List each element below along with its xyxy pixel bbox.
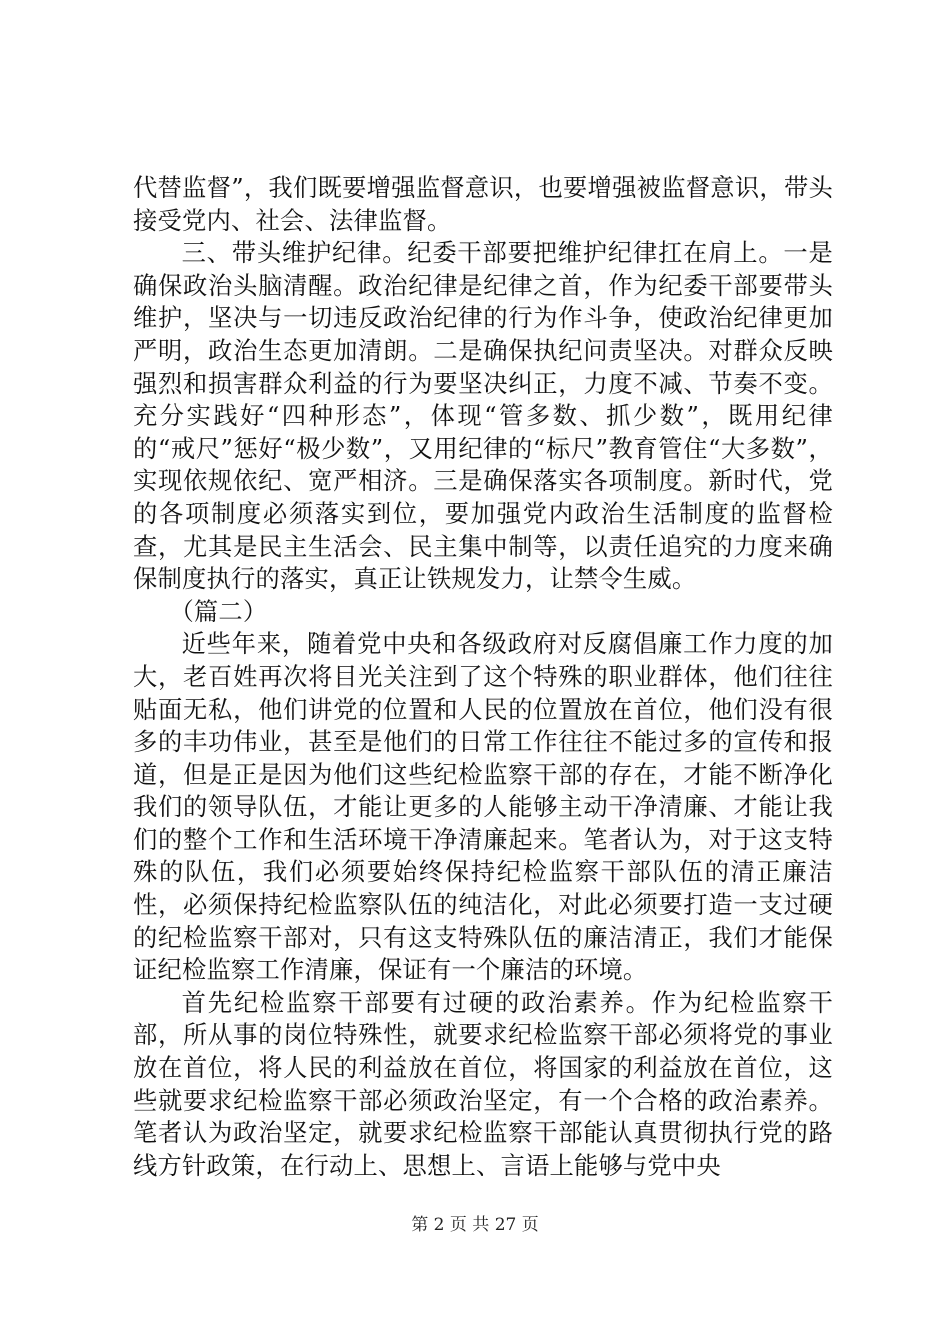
page-footer xyxy=(0,1214,950,1236)
paragraph-political-quality: 首先纪检监察干部要有过硬的政治素养。作为纪检监察干部，所从事的岗位特殊性，就要求纪检监察干部必须将党的事业放在首位，将人民的利益放在首位，将国家的利益放在首位，这些就要求纪检监察干部必须政治坚定，有一个合格的政治素养。笔者认为政治坚定，就要求纪检监察干部能认真贯彻执行党的路线方针政策，在行动上、思想上、言语上能够与党中央 xyxy=(133,987,833,1180)
document-body xyxy=(133,172,833,1182)
paragraph-section-three: 三、带头维护纪律。纪委干部要把维护纪律扛在肩上。一是确保政治头脑清醒。政治纪律是纪律之首，作为纪委干部要带头维护，坚决与一切违反政治纪律的行为作斗争，使政治纪律更加严明，政治生态更加清朗。二是确保执纪问责坚决。对群众反映强烈和损害群众利益的行为要坚决纠正，力度不减、节奏不变。充分实践好“四种形态”，体现“管多数、抓少数”，既用纪律的“戒尺”惩好“极少数”，又用纪律的“标尺”教育管住“大多数”，实现依规依纪、宽严相济。三是确保落实各项制度。新时代，党的各项制度必须落实到位，要加强党内政治生活制度的监督检查，尤其是民主生活会、民主集中制等，以责任追究的力度来确保制度执行的落实，真正让铁规发力，让禁令生威。 xyxy=(133,238,833,594)
paragraph-continuation: 代替监督”，我们既要增强监督意识，也要增强被监督意识，带头接受党内、社会、法律监督。 xyxy=(133,173,833,235)
section-heading-part-two: （篇二） xyxy=(169,596,268,626)
page-number-label: 第 2 页 共 27 页 xyxy=(411,1215,539,1235)
paragraph-introduction: 近些年来，随着党中央和各级政府对反腐倡廉工作力度的加大，老百姓再次将目光关注到了这个特殊的职业群体，他们往往贴面无私，他们讲党的位置和人民的位置放在首位，他们没有很多的丰功伟业，甚至是他们的日常工作往往不能过多的宣传和报道，但是正是因为他们这些纪检监察干部的存在，才能不断净化我们的领导队伍，才能让更多的人能够主动干净清廉、才能让我们的整个工作和生活环境干净清廉起来。笔者认为，对于这支特殊的队伍，我们必须要始终保持纪检监察干部队伍的清正廉洁性，必须保持纪检监察队伍的纯洁化，对此必须要打造一支过硬的纪检监察干部对，只有这支特殊队伍的廉洁清正，我们才能保证纪检监察工作清廉，保证有一个廉洁的环境。 xyxy=(133,629,833,985)
